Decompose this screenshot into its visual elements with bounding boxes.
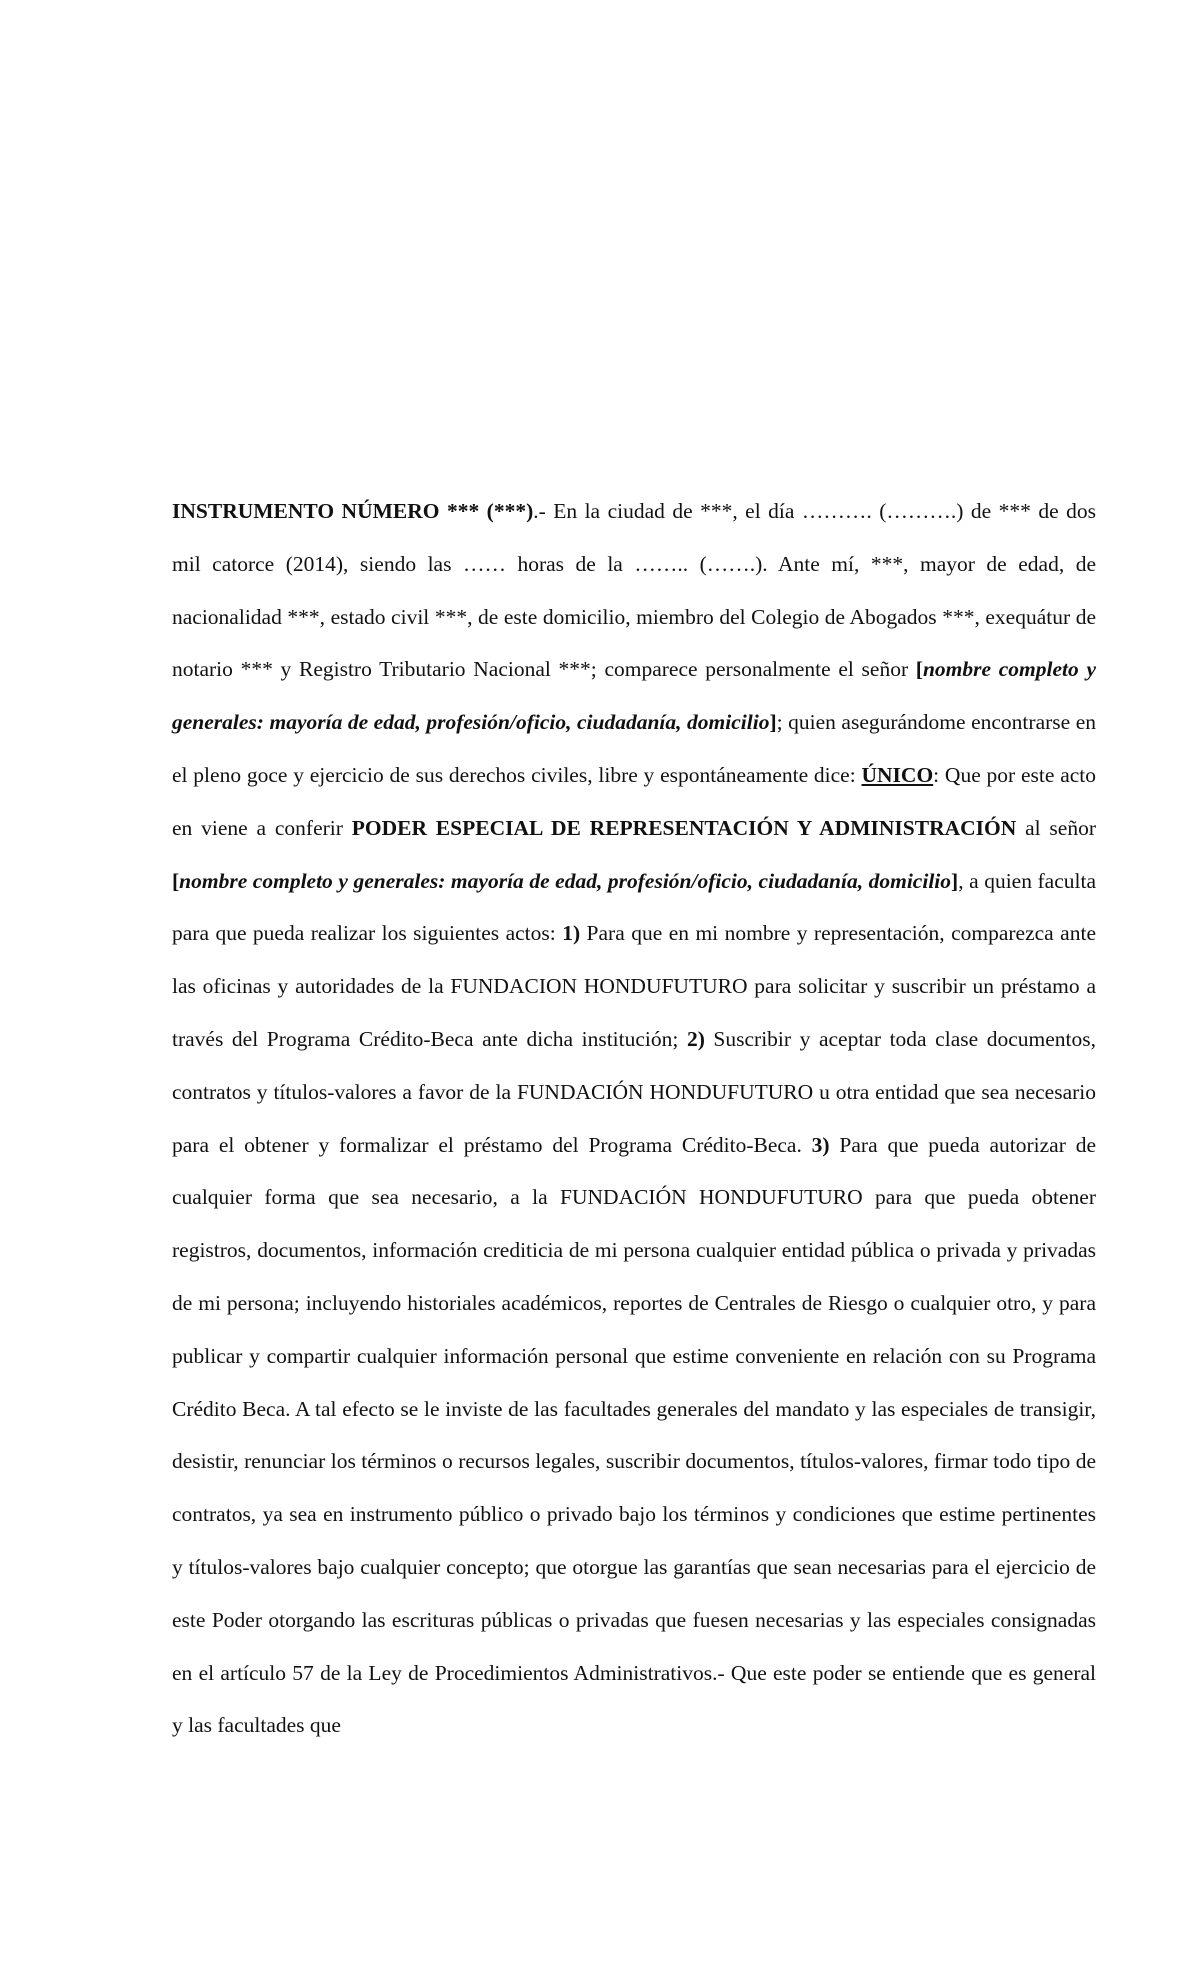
bracket-close: ] (769, 710, 777, 735)
placeholder-attorney-details: nombre completo y generales: mayoría de edad, profesión/oficio, ciudadanía, domicilio (179, 868, 952, 893)
clause-number-3: 3) (811, 1132, 830, 1157)
body-text-segment: Para que pueda autorizar de cualquier forma que sea necesario, a la FUNDACIÓN HONDUFUTURO para que pueda obtener registros, documentos, información crediticia de mi persona cualquier entidad pública o privada y privadas de mi persona; incluyendo historiales académicos, reportes de Centrales de Riesgo o cualquier otro, y para publicar y compartir cualquier información personal que estime conveniente en relación con su Programa Crédito Beca. A tal efecto se le inviste de las facultades generales del mandato y las especiales de transigir, desistir, renunciar los términos o recursos legales, suscribir documentos, títulos-valores, firmar todo tipo de contratos, ya sea en instrumento público o privado bajo los términos y condiciones que estime pertinentes y títulos-valores bajo cualquier concepto; que otorgue las garantías que sean necesarias para el ejercicio de este Poder otorgando las escrituras públicas o privadas que fuesen necesarias y las especiales consignadas en el artículo 57 de la Ley de Procedimientos Administrativos.- Que este poder se entiende que es general y las facultades que (172, 1132, 1096, 1738)
power-type-heading: PODER ESPECIAL DE REPRESENTACIÓN Y ADMINISTRACIÓN (351, 815, 1017, 840)
body-text-segment: , a quien faculta para que pueda realizar los siguientes actos: (172, 868, 1097, 946)
bracket-open: [ (915, 657, 923, 682)
instrument-number-heading: INSTRUMENTO NÚMERO *** (***) (172, 499, 534, 523)
placeholder-grantor-details: nombre completo y generales: mayoría de edad, profesión/oficio, ciudadanía, domicilio (172, 657, 1096, 735)
clause-number-1: 1) (562, 921, 581, 946)
body-text-segment: Suscribir y aceptar toda clase documentos, contratos y títulos-valores a favor de la FUNDACIÓN HONDUFUTURO u otra entidad que sea necesario para el obtener y formalizar el préstamo del Programa Crédito-Beca. (172, 1026, 1096, 1157)
body-text-segment: al señor (1016, 815, 1096, 840)
body-text-segment: ; quien asegurándome encontrarse en el pleno goce y ejercicio de sus derechos civiles, libre y espontáneamente dice: (172, 710, 1096, 787)
document-body-paragraph (172, 485, 1096, 1752)
clause-number-2: 2) (686, 1026, 705, 1051)
body-text-segment: .- En la ciudad de ***, el día ………. (……….) de *** de dos mil catorce (2014), siendo las …… horas de la …….. (…….). Ante mí, ***, mayor de edad, de nacionalidad ***, estado civil ***, de este domicilio, miembro del Colegio de Abogados ***, exequátur de notario *** y Registro Tributario Nacional ***; comparece personalmente el señor (172, 499, 1096, 682)
unico-label: ÚNICO (861, 762, 934, 787)
bracket-close: ] (951, 868, 959, 893)
body-text-segment: Para que en mi nombre y representación, comparezca ante las oficinas y autoridades de la FUNDACION HONDUFUTURO para solicitar y suscribir un préstamo a través del Programa Crédito-Beca ante dicha institución; (172, 921, 1096, 1051)
bracket-open: [ (172, 868, 180, 893)
body-text-segment: : Que por este acto en viene a conferir (172, 762, 1097, 840)
